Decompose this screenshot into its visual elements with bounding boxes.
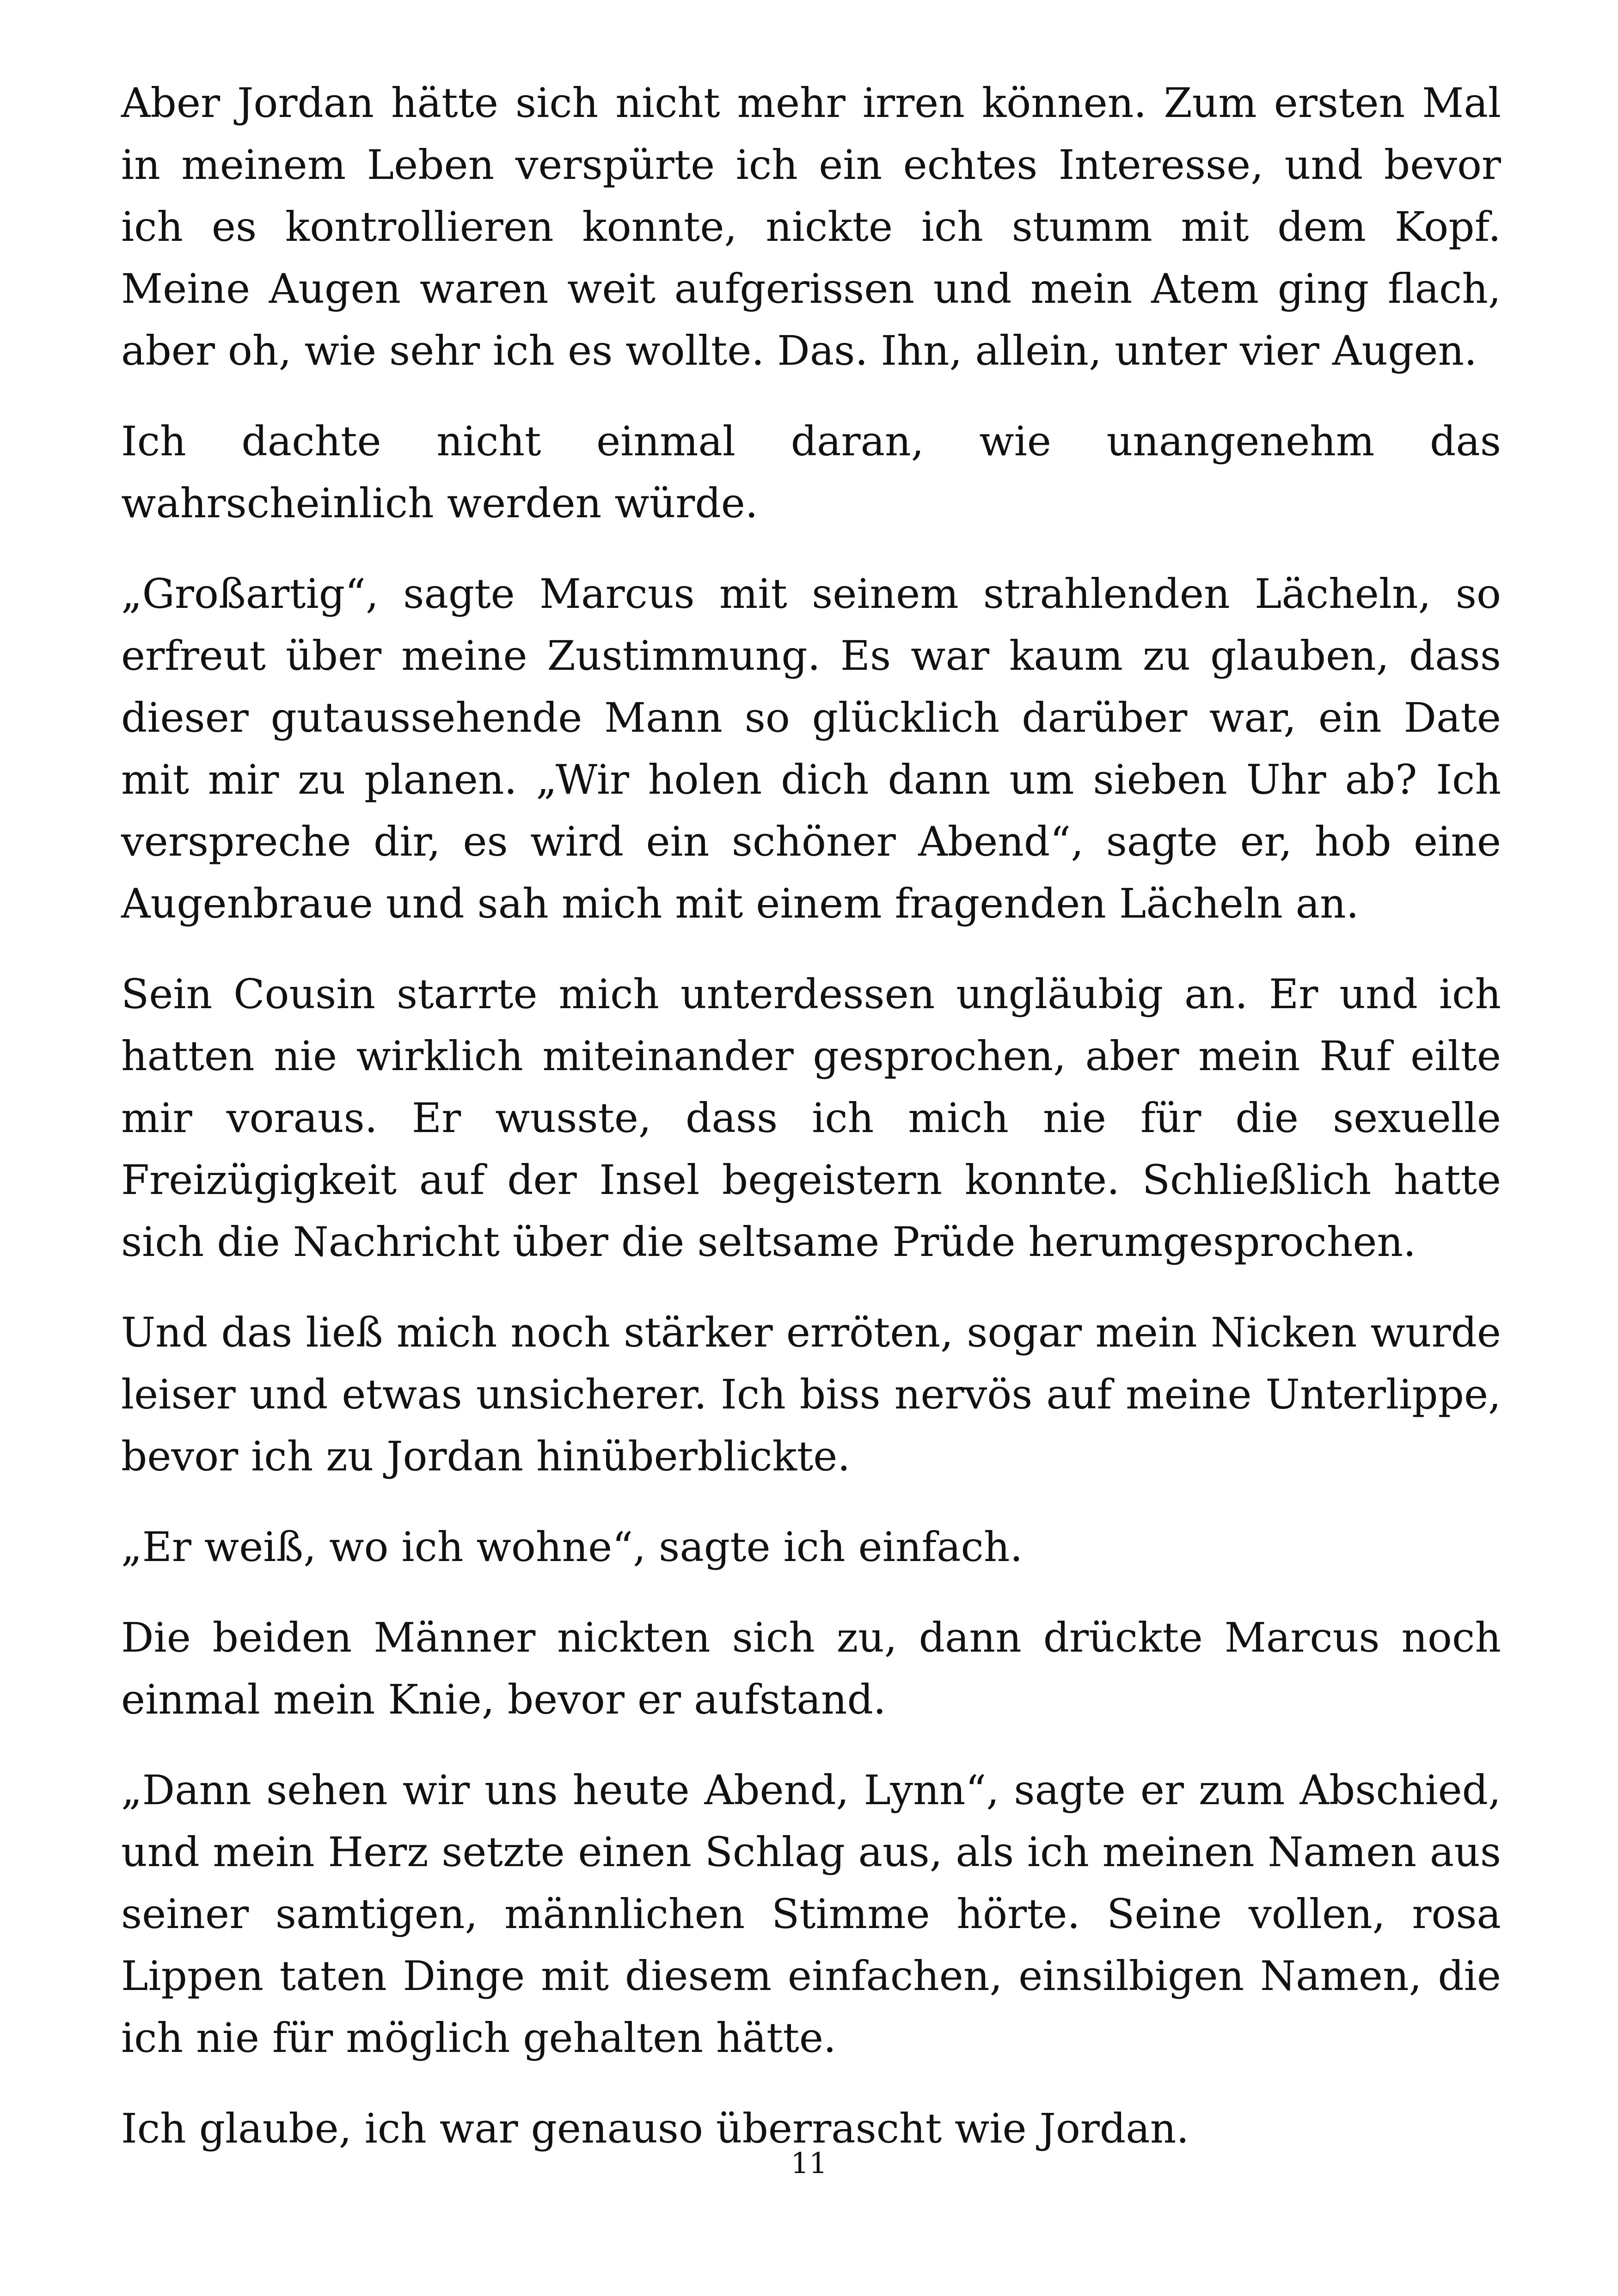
paragraph: „Er weiß, wo ich wohne“, sagte ich einfach. [121,1523,1023,1571]
paragraph: Ich dachte nicht einmal daran, wie unangenehm das wahrscheinlich werden würde. [121,417,1501,527]
paragraph: Sein Cousin starrte mich unterdessen ungläubig an. Er und ich hatten nie wirklich miteinander gesprochen, aber mein Ruf eilte mir voraus. Er wusste, dass ich mich nie für die sexuelle Freizügigkeit auf der Insel begeistern konnte. Schließlich hatte sich die Nachricht über die seltsame Prüde herumgesprochen. [121,970,1501,1266]
paragraph: Ich glaube, ich war genauso überrascht wie Jordan. [121,2105,1189,2152]
paragraph: Aber Jordan hätte sich nicht mehr irren können. Zum ersten Mal in meinem Leben verspürte ich ein echtes Interesse, und bevor ich es kontrollieren konnte, nickte ich stumm mit dem Kopf. Meine Augen waren weit aufgerissen und mein Atem ging flach, aber oh, wie sehr ich es wollte. Das. Ihn, allein, unter vier Augen. [121,79,1501,374]
paragraph: „Großartig“, sagte Marcus mit seinem strahlenden Lächeln, so erfreut über meine Zustimmung. Es war kaum zu glauben, dass dieser gutaussehende Mann so glücklich darüber war, ein Date mit mir zu planen. „Wir holen dich dann um sieben Uhr ab? Ich verspreche dir, es wird ein schöner Abend“, sagte er, hob eine Augenbraue und sah mich mit einem fragenden Lächeln an. [121,570,1501,927]
paragraph: „Dann sehen wir uns heute Abend, Lynn“, sagte er zum Abschied, und mein Herz setzte einen Schlag aus, als ich meinen Namen aus seiner samtigen, männlichen Stimme hörte. Seine vollen, rosa Lippen taten Dinge mit diesem einfachen, einsilbigen Namen, die ich nie für möglich gehalten hätte. [121,1766,1501,2062]
paragraph: Und das ließ mich noch stärker erröten, sogar mein Nicken wurde leiser und etwas unsicherer. Ich biss nervös auf meine Unterlippe, bevor ich zu Jordan hinüberblickte. [121,1309,1501,1480]
body-text [121,72,1501,2188]
page-number: 11 [791,2146,827,2180]
paragraph: Die beiden Männer nickten sich zu, dann drückte Marcus noch einmal mein Knie, bevor er aufstand. [121,1614,1501,1723]
